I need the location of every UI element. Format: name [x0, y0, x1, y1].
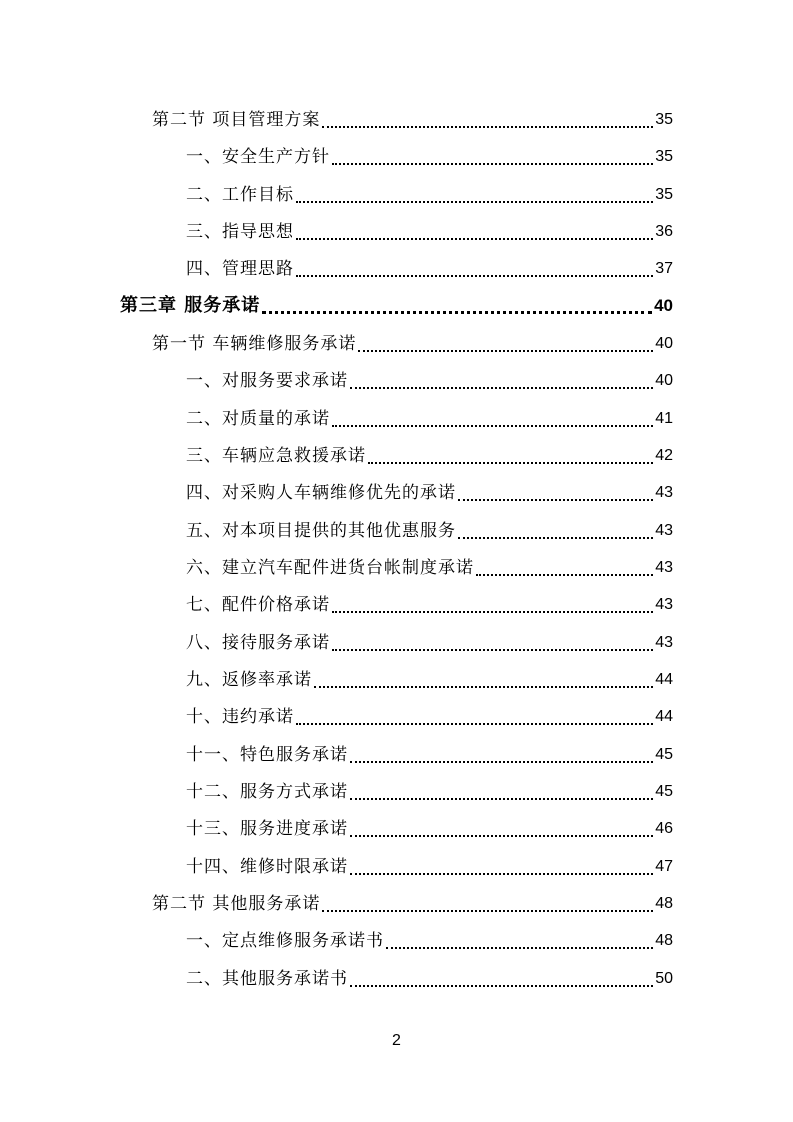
toc-entry-page: 45 [655, 746, 673, 763]
toc-entry-page: 48 [655, 895, 673, 912]
toc-dot-leader [332, 611, 653, 613]
toc-entry[interactable] [186, 479, 673, 507]
toc-dot-leader [322, 126, 653, 128]
toc-entry-title: 一、安全生产方针 [186, 147, 330, 167]
toc-entry-page: 40 [655, 335, 673, 352]
toc-entry-title: 十一、特色服务承诺 [186, 745, 348, 765]
toc-entry-title: 八、接待服务承诺 [186, 633, 330, 653]
toc-dot-leader [350, 761, 653, 763]
toc-entry-page: 36 [655, 223, 673, 240]
toc-entry[interactable] [186, 666, 673, 694]
page-number: 2 [392, 1032, 401, 1049]
toc-entry[interactable] [186, 629, 673, 657]
toc-entry-page: 37 [655, 260, 673, 277]
toc-entry[interactable] [186, 703, 673, 731]
toc-dot-leader [458, 537, 653, 539]
toc-entry-page: 47 [655, 858, 673, 875]
toc-entry-title: 二、对质量的承诺 [186, 409, 330, 429]
toc-dot-leader [350, 387, 653, 389]
toc-entry[interactable] [186, 815, 673, 843]
toc-dot-leader [350, 985, 653, 987]
toc-entry[interactable] [186, 405, 673, 433]
toc-entry-title: 四、对采购人车辆维修优先的承诺 [186, 483, 456, 503]
toc-entry[interactable] [152, 890, 673, 918]
toc-dot-leader [332, 649, 653, 651]
toc-entry-page: 46 [655, 820, 673, 837]
toc-entry[interactable] [186, 554, 673, 582]
toc-entry-title: 第二节 项目管理方案 [152, 110, 321, 130]
toc-entry[interactable] [186, 367, 673, 395]
toc-entry[interactable] [186, 741, 673, 769]
toc-entry[interactable] [152, 106, 673, 134]
toc-entry-title: 七、配件价格承诺 [186, 595, 330, 615]
toc-dot-leader [476, 574, 653, 576]
toc-entry-title: 十、违约承诺 [186, 707, 294, 727]
toc-dot-leader [350, 873, 653, 875]
toc-dot-leader [458, 499, 653, 501]
toc-dot-leader [314, 686, 653, 688]
toc-entry-page: 44 [655, 708, 673, 725]
toc-dot-leader [296, 238, 653, 240]
toc-dot-leader [332, 163, 653, 165]
toc-dot-leader [358, 350, 653, 352]
toc-entry-title: 九、返修率承诺 [186, 670, 312, 690]
toc-dot-leader [350, 835, 653, 837]
toc-entry[interactable] [186, 591, 673, 619]
toc-entry-page: 35 [655, 111, 673, 128]
toc-entry-title: 三、指导思想 [186, 222, 294, 242]
toc-entry-title: 一、对服务要求承诺 [186, 371, 348, 391]
toc-dot-leader [296, 275, 653, 277]
toc-dot-leader [262, 311, 652, 314]
toc-entry-page: 50 [655, 970, 673, 987]
toc-entry-page: 40 [654, 296, 673, 315]
toc-entry-page: 40 [655, 372, 673, 389]
toc-entry-title: 六、建立汽车配件进货台帐制度承诺 [186, 558, 474, 578]
toc-entry-title: 十四、维修时限承诺 [186, 857, 348, 877]
toc-dot-leader [322, 910, 653, 912]
toc-dot-leader [386, 947, 653, 949]
toc-entry-title: 二、其他服务承诺书 [186, 969, 348, 989]
toc-dot-leader [350, 798, 653, 800]
toc-entry-title: 第一节 车辆维修服务承诺 [152, 334, 357, 354]
toc-dot-leader [296, 723, 653, 725]
toc-dot-leader [332, 425, 653, 427]
toc-entry-page: 44 [655, 671, 673, 688]
toc-entry-title: 十二、服务方式承诺 [186, 782, 348, 802]
toc-entry-page: 43 [655, 634, 673, 651]
toc-entry-page: 35 [655, 186, 673, 203]
toc-entry-title: 十三、服务进度承诺 [186, 819, 348, 839]
toc-entry-page: 43 [655, 596, 673, 613]
toc-entry-page: 43 [655, 484, 673, 501]
toc-entry-page: 48 [655, 932, 673, 949]
toc-entry[interactable] [186, 442, 673, 470]
toc-entry-page: 43 [655, 559, 673, 576]
toc-dot-leader [368, 462, 653, 464]
toc-entry-title: 四、管理思路 [186, 259, 294, 279]
toc-entry-page: 43 [655, 522, 673, 539]
toc-entry[interactable] [152, 330, 673, 358]
toc-entry-page: 35 [655, 148, 673, 165]
toc-entry-page: 41 [655, 410, 673, 427]
toc-entry-title: 五、对本项目提供的其他优惠服务 [186, 521, 456, 541]
toc-entry-page: 42 [655, 447, 673, 464]
toc-dot-leader [296, 201, 653, 203]
toc-entry[interactable] [186, 517, 673, 545]
toc-entry[interactable] [186, 778, 673, 806]
toc-entry[interactable] [186, 927, 673, 955]
toc-entry[interactable] [186, 255, 673, 283]
toc-entry[interactable] [186, 218, 673, 246]
toc-entry[interactable] [186, 143, 673, 171]
toc-entry[interactable] [186, 181, 673, 209]
toc-entry-page: 45 [655, 783, 673, 800]
toc-entry-title: 一、定点维修服务承诺书 [186, 931, 384, 951]
toc-entry-title: 二、工作目标 [186, 185, 294, 205]
toc-chapter-entry[interactable] [120, 292, 673, 320]
toc-entry[interactable] [186, 853, 673, 881]
toc-entry-title: 第三章 服务承诺 [120, 295, 261, 316]
toc-entry-title: 三、车辆应急救援承诺 [186, 446, 366, 466]
toc-entry[interactable] [186, 965, 673, 993]
toc-entry-title: 第二节 其他服务承诺 [152, 894, 321, 914]
